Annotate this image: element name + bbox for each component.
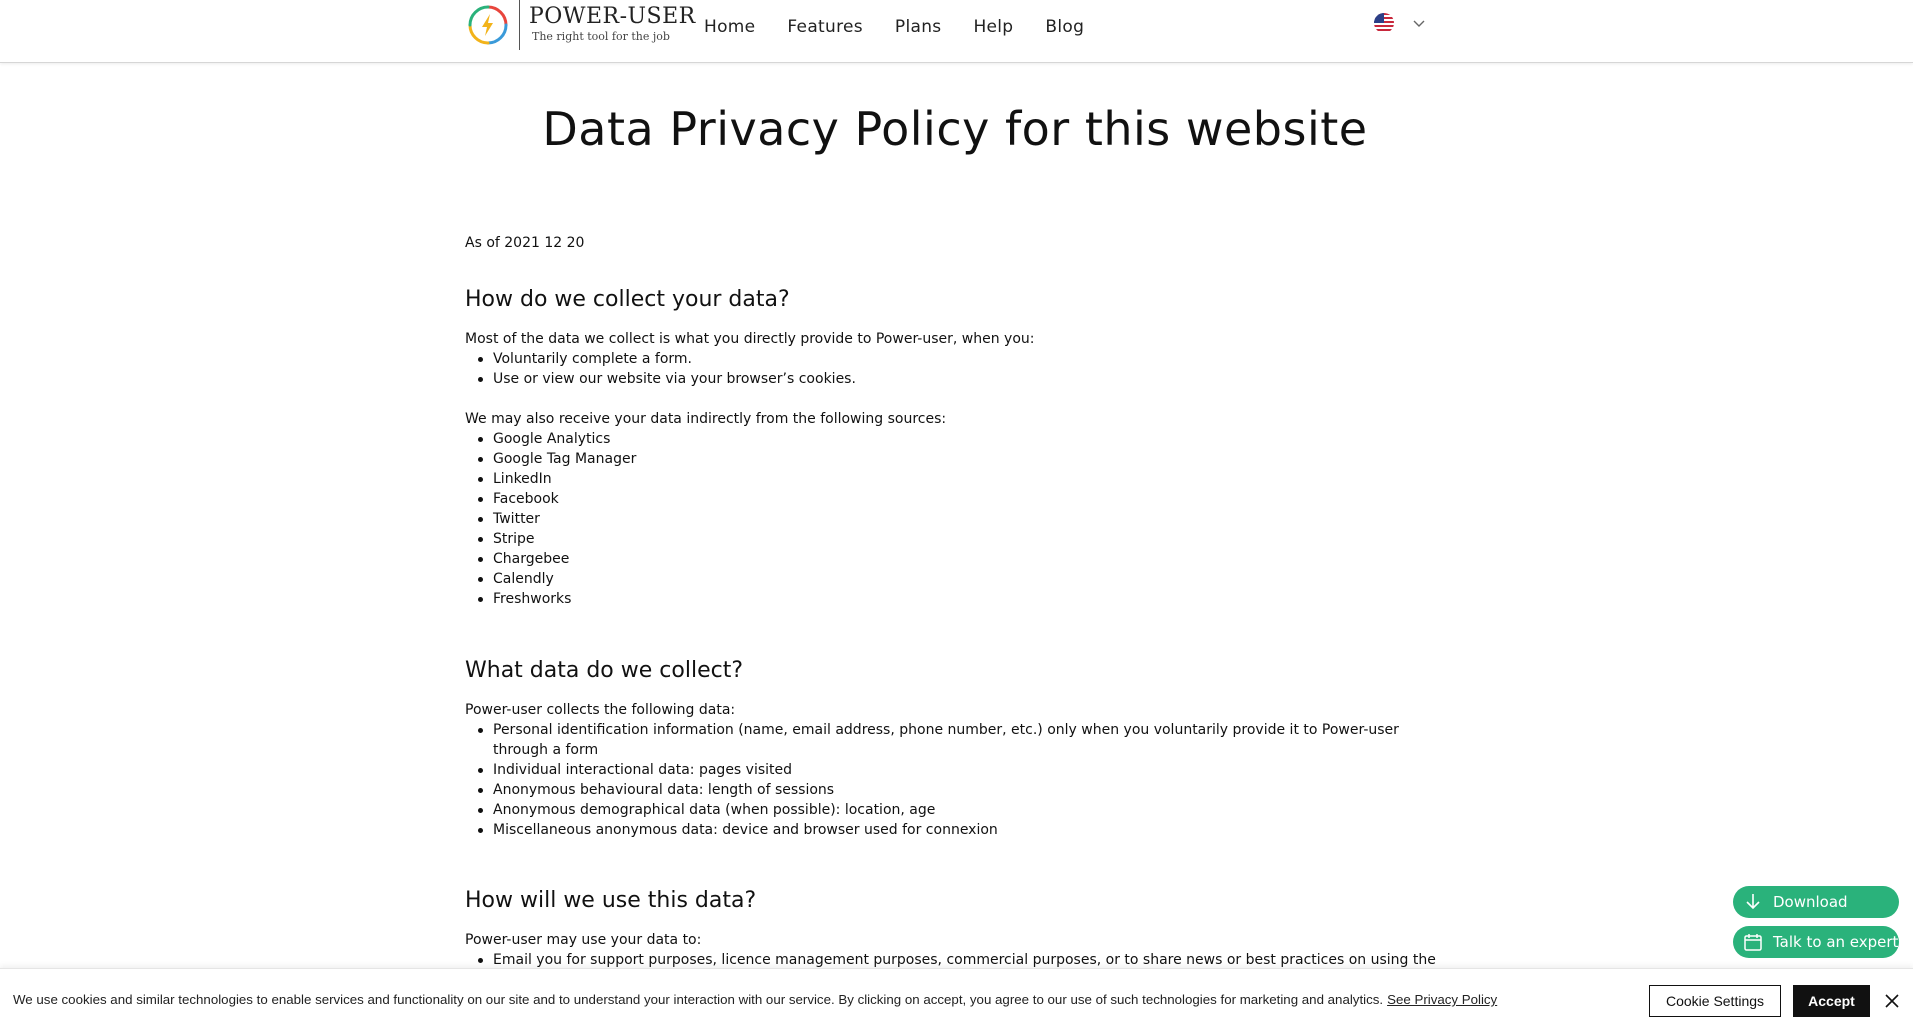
section-collect: [465, 285, 1445, 609]
logo-tagline: The right tool for the job: [532, 30, 670, 43]
section-intro: Most of the data we collect is what you directly provide to Power-user, when you:: [465, 331, 1035, 347]
chevron-down-icon: [1412, 16, 1426, 30]
list-item: Anonymous demographical data (when possible): location, age: [493, 800, 1445, 820]
main-nav: [704, 14, 1116, 40]
logo-name: POWER-USER: [529, 4, 696, 29]
collect-list: [493, 349, 1445, 389]
as-of-date: As of 2021 12 20: [465, 235, 585, 251]
site-header: [0, 0, 1913, 63]
privacy-policy-link[interactable]: See Privacy Policy: [1387, 992, 1498, 1007]
list-item: Voluntarily complete a form.: [493, 349, 1445, 369]
power-user-logo-icon: [466, 3, 510, 47]
calendar-icon: [1743, 932, 1763, 952]
nav-help[interactable]: Help: [973, 17, 1014, 37]
list-item: Google Tag Manager: [493, 449, 1445, 469]
list-item: Stripe: [493, 529, 1445, 549]
nav-blog[interactable]: Blog: [1045, 17, 1085, 37]
what-list: [493, 720, 1445, 840]
expert-label: Talk to an expert: [1773, 933, 1899, 951]
list-item: Individual interactional data: pages visited: [493, 760, 1445, 780]
nav-home[interactable]: Home: [704, 17, 756, 37]
indirect-intro: We may also receive your data indirectly from the following sources:: [465, 411, 947, 427]
list-item: Miscellaneous anonymous data: device and browser used for connexion: [493, 820, 1445, 840]
download-button[interactable]: [1733, 886, 1899, 918]
cookie-settings-button[interactable]: Cookie Settings: [1649, 985, 1781, 1017]
section-intro: Power-user may use your data to:: [465, 932, 702, 948]
logo-text: [529, 4, 696, 44]
section-intro: Power-user collects the following data:: [465, 702, 736, 718]
close-icon[interactable]: [1883, 992, 1901, 1010]
section-heading: What data do we collect?: [465, 658, 743, 683]
list-item: Anonymous behavioural data: length of sessions: [493, 780, 1445, 800]
arrow-down-icon: [1743, 892, 1763, 912]
cookie-text: We use cookies and similar technologies to enable services and functionality on our site and to understand your interaction with our service. By clicking on accept, you agree to our use of such technologies for marketing and analytics.: [13, 992, 1384, 1007]
accept-cookies-button[interactable]: Accept: [1793, 985, 1870, 1017]
section-heading: How do we collect your data?: [465, 287, 790, 312]
list-item: Use or view our website via your browser’s cookies.: [493, 369, 1445, 389]
language-selector[interactable]: [1374, 13, 1426, 33]
list-item: Twitter: [493, 509, 1445, 529]
us-flag-icon: [1374, 13, 1394, 33]
list-item: Chargebee: [493, 549, 1445, 569]
talk-to-expert-button[interactable]: [1733, 926, 1899, 958]
nav-features[interactable]: Features: [787, 17, 863, 37]
sources-list: [493, 429, 1445, 609]
list-item: LinkedIn: [493, 469, 1445, 489]
list-item: Email you for support purposes, licence management purposes, commercial purposes, or to share news or best practices on using the: [493, 950, 1445, 970]
cookie-banner: [0, 968, 1913, 1028]
section-use: [465, 886, 1445, 970]
use-list: [493, 950, 1445, 970]
cookie-message: [13, 992, 1497, 1008]
page-title: Data Privacy Policy for this website: [542, 102, 1368, 156]
list-item: Facebook: [493, 489, 1445, 509]
nav-plans[interactable]: Plans: [894, 17, 942, 37]
logo[interactable]: [466, 0, 696, 50]
list-item: Freshworks: [493, 589, 1445, 609]
section-heading: How will we use this data?: [465, 888, 757, 913]
list-item: Calendly: [493, 569, 1445, 589]
section-what: [465, 656, 1445, 840]
download-label: Download: [1773, 893, 1848, 911]
list-item: Google Analytics: [493, 429, 1445, 449]
logo-divider: [519, 0, 520, 50]
list-item: Personal identification information (name, email address, phone number, etc.) only when you voluntarily provide it to Power-user through a form: [493, 720, 1445, 760]
